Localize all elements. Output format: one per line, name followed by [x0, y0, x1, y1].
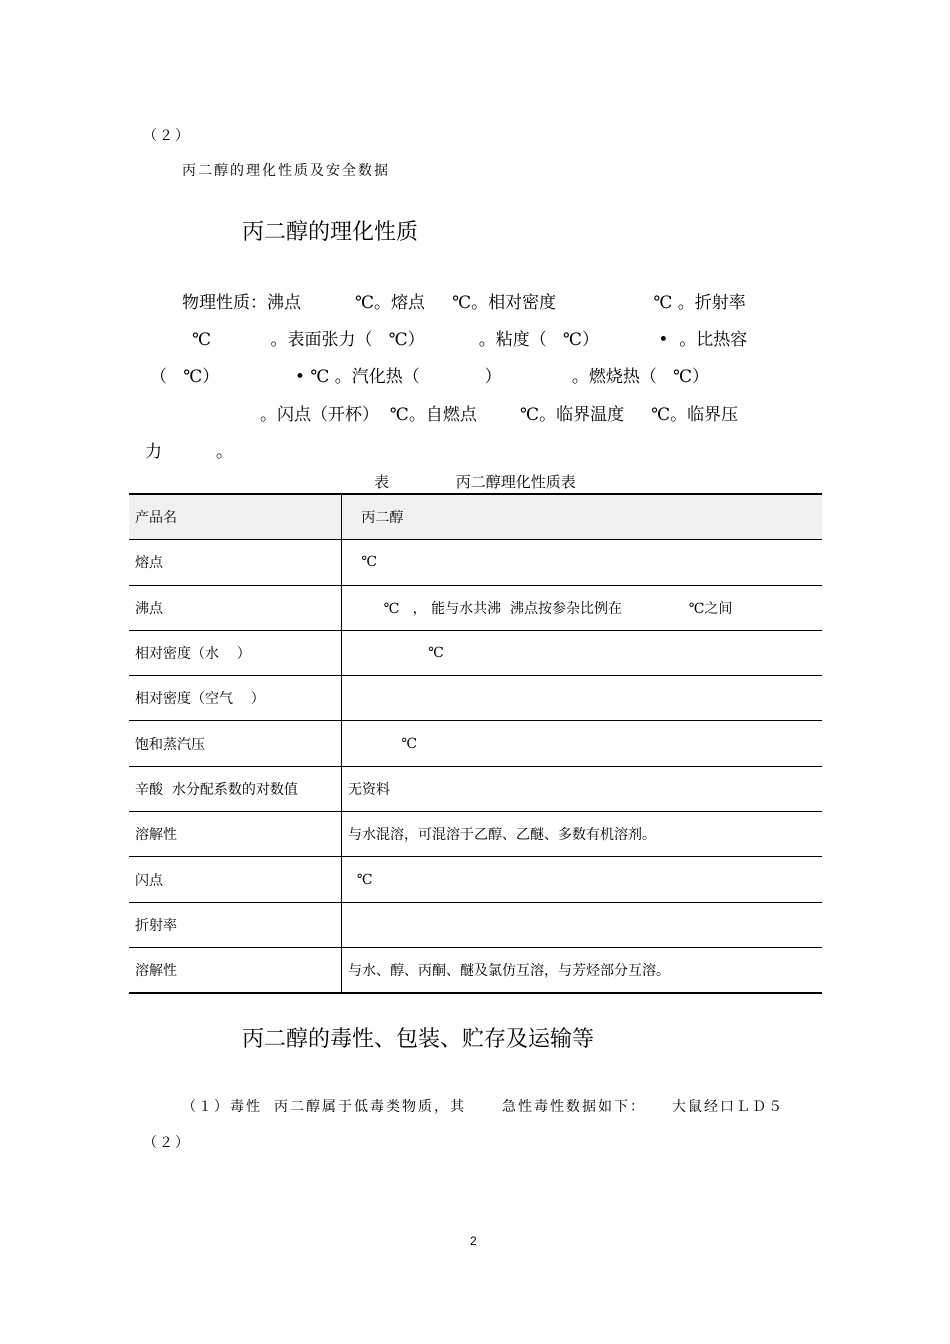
bottom-garbled-1b: 丙二醇属于低毒类物质，其 [274, 1099, 466, 1115]
paragraph-line-4: 。闪点（开杯） ℃。自燃点 ℃。临界温度 ℃。临界压 [260, 405, 739, 425]
property-label: 相对密度（水 ） [129, 630, 342, 675]
table-row [129, 947, 822, 993]
properties-table [129, 493, 822, 994]
paragraph-line-2: ℃ 。表面张力（ ℃） 。粘度（ ℃） • 。比热容 [192, 330, 748, 350]
bottom-garbled-1d: 大鼠经口ＬＤ５ [672, 1099, 784, 1115]
property-label: 熔点 [129, 540, 342, 585]
property-value: 丙二醇 [342, 494, 823, 540]
property-value: ℃ [342, 630, 823, 675]
property-label: 产品名 [129, 494, 342, 540]
bottom-garbled-1a: （１）毒性 [182, 1099, 262, 1115]
property-value [342, 902, 823, 947]
property-label: 辛酸 水分配系数的对数值 [129, 766, 342, 811]
table-row [129, 494, 822, 540]
page-number: 2 [470, 1234, 477, 1248]
property-value [342, 676, 823, 721]
paragraph-line-1: 物理性质：沸点 ℃。熔点 ℃。相对密度 ℃ 。折射率 [182, 293, 746, 313]
top-garbled-line-1: （２） [143, 128, 191, 144]
property-label: 饱和蒸汽压 [129, 721, 342, 766]
section-heading-toxicity: 丙二醇的毒性、包装、贮存及运输等 [242, 1027, 595, 1052]
table-row [129, 766, 822, 811]
property-value: ℃ [342, 721, 823, 766]
table-caption: 表 丙二醇理化性质表 [374, 473, 576, 491]
bottom-garbled-2: （２） [143, 1135, 191, 1151]
bottom-garbled-1c: 急性毒性数据如下： [502, 1099, 646, 1115]
table-row [129, 857, 822, 902]
top-garbled-line-2: 丙二醇的理化性质及安全数据 [182, 163, 390, 179]
paragraph-line-3: （ ℃） • ℃ 。汽化热（ ） 。燃烧热（ ℃） [150, 367, 710, 387]
property-value: 无资料 [342, 766, 823, 811]
table-row [129, 630, 822, 675]
property-label: 溶解性 [129, 812, 342, 857]
table-row [129, 540, 822, 585]
property-value: ℃ ， 能与水共沸 沸点按参杂比例在 ℃之间 [342, 585, 823, 630]
property-value: ℃ [342, 857, 823, 902]
property-value: 与水混溶，可混溶于乙醇、乙醚、多数有机溶剂。 [342, 812, 823, 857]
property-label: 折射率 [129, 902, 342, 947]
section-heading-properties: 丙二醇的理化性质 [242, 220, 419, 245]
property-label: 溶解性 [129, 947, 342, 993]
table-row [129, 676, 822, 721]
property-label: 闪点 [129, 857, 342, 902]
property-label: 相对密度（空气 ） [129, 676, 342, 721]
property-value: ℃ [342, 540, 823, 585]
property-value: 与水、醇、丙酮、醚及氯仿互溶，与芳烃部分互溶。 [342, 947, 823, 993]
property-label: 沸点 [129, 585, 342, 630]
table-row [129, 812, 822, 857]
table-row [129, 902, 822, 947]
table-row [129, 721, 822, 766]
paragraph-line-5: 力 。 [145, 442, 234, 462]
table-row [129, 585, 822, 630]
